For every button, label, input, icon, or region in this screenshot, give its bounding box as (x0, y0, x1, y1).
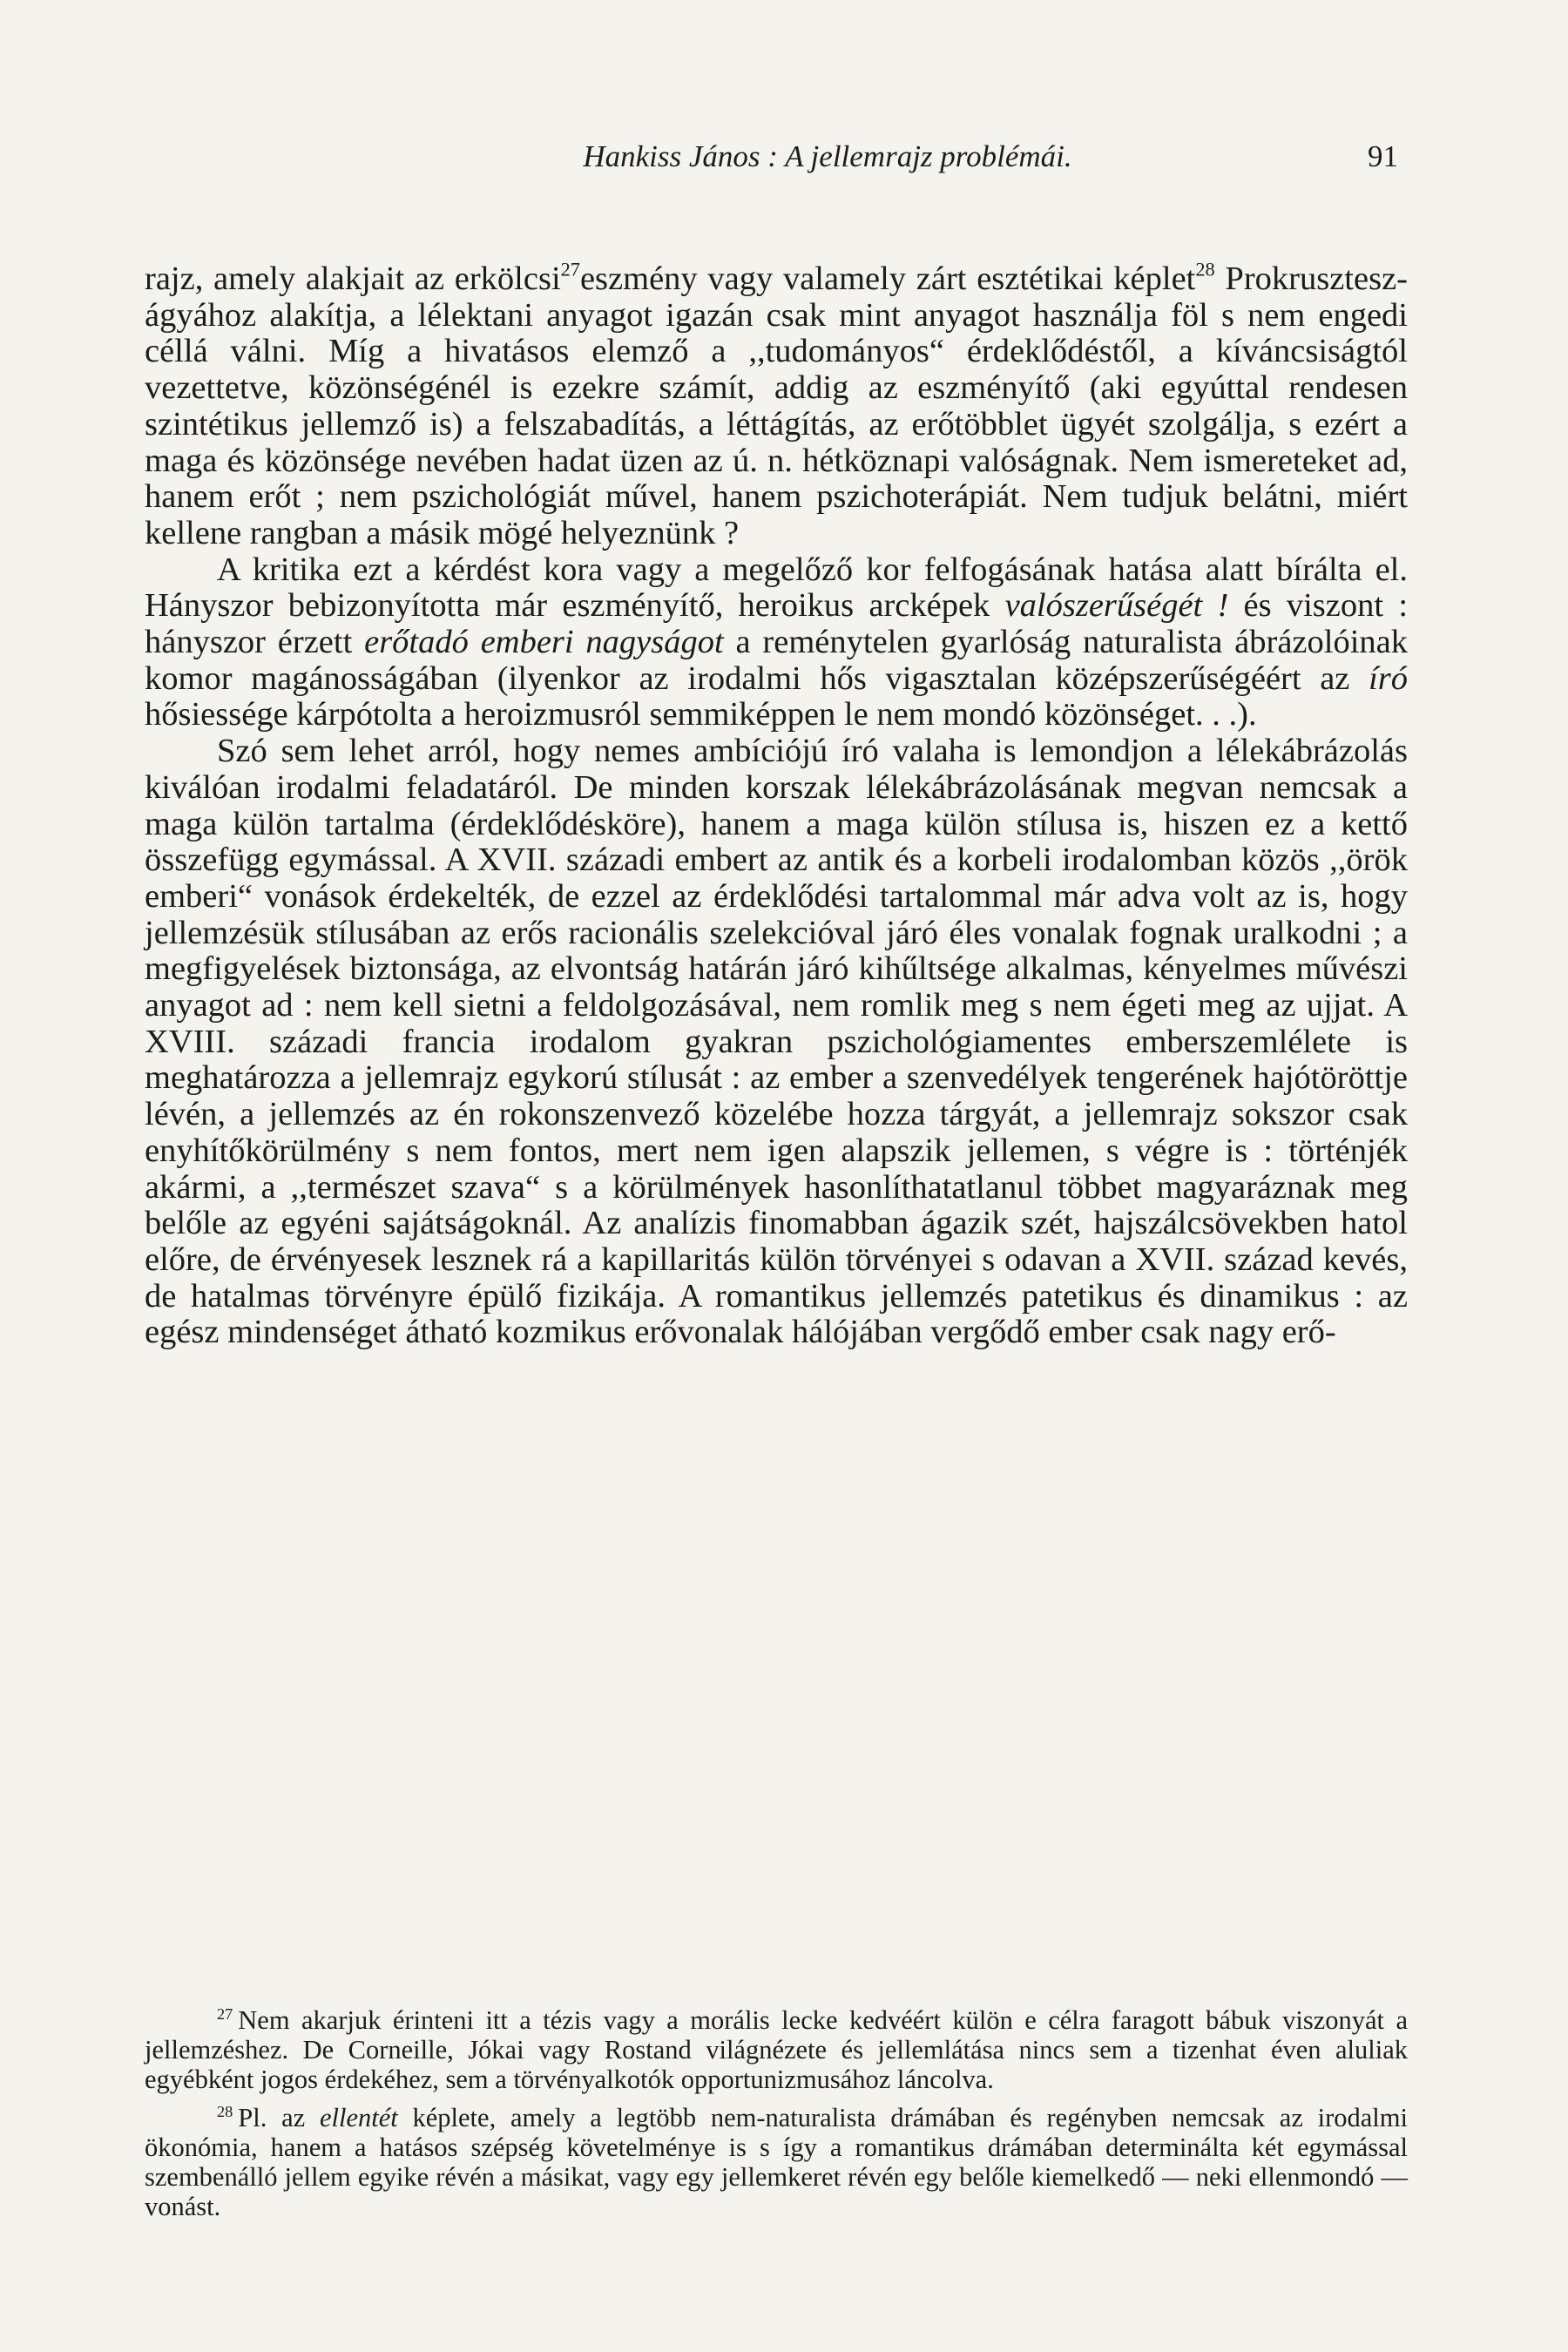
footnote-27-marker: 27 (217, 2005, 233, 2024)
emphasis-erotado: erőtadó emberi nagyságot (364, 624, 724, 661)
running-title: Hankiss János : A jellemrajz problémái. (583, 139, 1072, 173)
main-text (145, 258, 1409, 1351)
footnote-28-text-a: Pl. az (238, 2103, 320, 2132)
footnotes (145, 2005, 1408, 2230)
footnote-28 (145, 2103, 1408, 2221)
footnote-28-text-b: képlete, amely a legtöbb nem-naturalista drámában és regényben nemcsak az irodalmi ökonómia, hanem a hatásos szépség követelménye is s így a romantikus drámában determinálta két egymással szembenálló jellem egyike révén a másikat, vagy egy jellemkeret révén egy belőle kiemelkedő — neki ellenmondó — vonást. (145, 2103, 1408, 2221)
paragraph-3: Szó sem lehet arról, hogy nemes ambíciójú író valaha is lemondjon a lélekábrázolás kiválóan irodalmi feladatáról. De minden korszak lélekábrázolásának megvan nemcsak a maga külön tartalma (érdeklődésköre), hanem a maga külön stílusa is, hiszen ez a kettő összefügg egymással. A XVII. századi embert az antik és a korbeli irodalomban közös ,,örök emberi“ vonások érdekelték, de ezzel az érdeklődési tartalommal már adva volt az is, hogy jellemzésük stílusában az erős racionális szelekcióval járó éles vonalak fognak uralkodni ; a megfigyelések biztonsága, az elvontság határán járó kihűltsége alkalmas, kényelmes művészi anyagot ad : nem kell sietni a feldolgozásával, nem romlik meg s nem égeti meg az ujjat. A XVIII. századi francia irodalom gyakran pszichológiamentes emberszemlélete is meghatározza a jellemrajz egykorú stílusát : az ember a szenvedélyek tengerének hajótöröttje lévén, a jellemzés az én rokonszenvező közelébe hozza tárgyát, a jellemrajz sokszor csak enyhítőkörülmény s nem fontos, mert nem igen alapszik jellemen, s végre is : történjék akármi, a ,,természet szava“ s a körülmények hasonlíthatatlanul többet magyaráznak meg belőle az egyéni sajátságoknál. Az analízis finomabban ágazik szét, hajszálcsövekben hatol előre, de érvényesek lesznek rá a kapillaritás külön törvényei s odavan a XVII. század kevés, de hatalmas törvényre épülő fizikája. A romantikus jellemzés patetikus és dinamikus : az egész mindenséget átható kozmikus erővonalak hálójában vergődő ember csak nagy erő- (145, 733, 1408, 1351)
footnote-28-marker: 28 (217, 2103, 233, 2121)
paragraph-2-text-d: hősiessége kárpótolta a heroizmusról semmiképpen le nem mondó közönséget. . .). (145, 696, 1257, 733)
emphasis-iro: író (1369, 659, 1408, 697)
footnote-27-text: Nem akarjuk érinteni itt a tézis vagy a morális lecke kedvéért külön e célra faragott bábuk viszonyát a jellemzéshez. De Corneille, Jókai vagy Rostand világnézete és jellemlátása nincs sem a tizenhat éven aluliak egyébként jogos érdekéhez, sem a törvényalkotók opportunizmusához láncolva. (145, 2005, 1408, 2094)
page-number: 91 (1368, 139, 1398, 173)
paragraph-2-text-a: A kritika ezt a kérdést kora vagy a megelőző kor felfogásának hatása alatt bírálta el. Hányszor bebizonyította már eszményítő, heroikus arcképek (145, 551, 1408, 625)
paragraph-1 (145, 258, 1408, 552)
paragraph-1-text-c: Prokrusztesz-ágyához alakítja, a lélektani anyagot igazán csak mint anyagot használja föl s nem engedi céllá válni. Míg a hivatásos elemző a ,,tudományos“ érdeklődéstől, a kíváncsiságtól vezettetve, közönségénél is ezekre számít, addig az eszményítő (aki egyúttal rendesen szintétikus jellemző is) a felszabadítás, a léttágítás, az erőtöbblet ügyét szolgálja, s ezért a maga és közönsége nevében hadat üzen az ú. n. hétköznapi valóságnak. Nem ismereteket ad, hanem erőt ; nem pszichológiát művel, hanem pszichoterápiát. Nem tudjuk belátni, miért kellene rangban a másik mögé helyeznünk ? (145, 260, 1408, 551)
paragraph-1-text-a: rajz, amely alakjait az erkölcsi (145, 260, 561, 297)
emphasis-ellentet: ellentét (319, 2103, 398, 2132)
paragraph-2-text-b: és viszont : hányszor érzett (145, 587, 1409, 661)
footnote-27 (145, 2005, 1408, 2094)
paragraph-2-text-c: a reménytelen gyarlóság naturalista ábrázolóinak komor magánosságában (ilyenkor az irodalmi hős vigasztalan középszerűségéért az (145, 624, 1408, 697)
footnote-ref-28: 28 (1195, 258, 1215, 280)
page-header (0, 139, 1568, 183)
emphasis-valoszeruseget: valószerűségét ! (1004, 587, 1229, 625)
paragraph-2 (145, 552, 1408, 734)
paragraph-1-text-b: eszmény vagy valamely zárt esztétikai képlet (579, 260, 1196, 297)
footnote-ref-27: 27 (560, 258, 580, 280)
